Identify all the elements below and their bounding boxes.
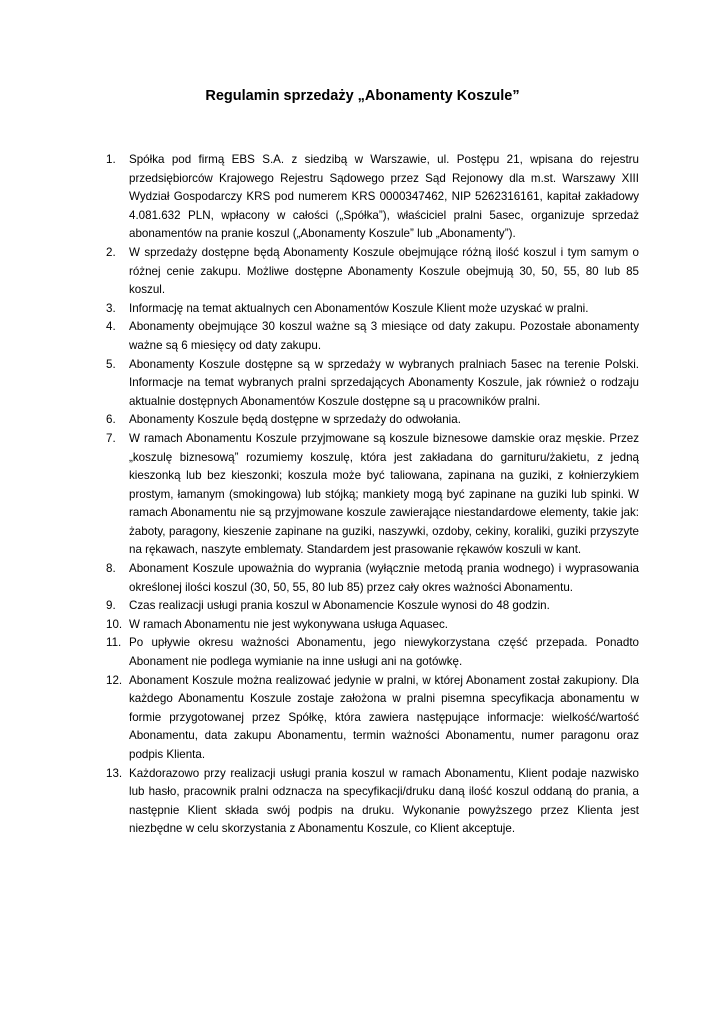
item-text: W ramach Abonamentu nie jest wykonywana usługa Aquasec. [129, 617, 449, 631]
item-text: W ramach Abonamentu Koszule przyjmowane są koszule biznesowe damskie oraz męskie. Przez „koszulę biznesową” rozumiemy koszulę, która jest zakładana do garnituru/żakietu, z jedną kieszonką lub bez kieszonki; koszula może być taliowana, zapinana na guziki, z kołnierzykiem prostym, łamanym (smokingowa) lub stójką; mankiety mogą być zapinane na guziki lub spinki. W ramach Abonamentu nie są przyjmowane koszule zawierające niestandardowe elementy, takie jak: żaboty, paragony, kieszenie zapinane na guziki, naszywki, ozdoby, cekiny, koraliki, guziki przyszyte na rękawach, naszyte emblematy. Standardem jest prasowanie rękawów koszuli w kant. [129, 431, 639, 557]
list-item [106, 430, 639, 560]
item-text: Abonament Koszule można realizować jedynie w pralni, w której Abonament został zakupiony. Dla każdego Abonamentu Koszule zostaje założona w pralni pisemna specyfikacja abonamentu w formie przygotowanej przez Spółkę, która zawiera następujące informacje: wielkość/wartość Abonamentu, data zakupu Abonamentu, termin ważności Abonamentu, numer paragonu oraz podpis Klienta. [129, 673, 639, 761]
item-text: Spółka pod firmą EBS S.A. z siedzibą w Warszawie, ul. Postępu 21, wpisana do rejestru przedsiębiorców Krajowego Rejestru Sądowego przez Sąd Rejonowy dla m.st. Warszawy XIII Wydział Gospodarczy KRS pod numerem KRS 0000347462, NIP 5262316161, kapitał zakładowy 4.081.632 PLN, wpłacony w całości („Spółka”), właściciel pralni 5asec, organizuje sprzedaż abonamentów na pranie koszul („Abonamenty Koszule” lub „Abonamenty”). [129, 153, 639, 241]
list-item [106, 616, 639, 635]
item-text: Każdorazowo przy realizacji usługi prania koszul w ramach Abonamentu, Klient podaje nazwisko lub hasło, pracownik pralni odznacza na specyfikacji/druku daną ilość koszul oddaną do prania, a następnie Klient składa swój podpis na druku. Wykonanie powyższego przez Klienta jest niezbędne w celu skorzystania z Abonamentu Koszule, co Klient akceptuje. [129, 766, 639, 836]
item-number: 12. [106, 673, 123, 687]
item-number: 13. [106, 766, 123, 780]
item-number: 1. [106, 153, 116, 166]
list-item [106, 634, 639, 671]
list-item [106, 560, 639, 597]
list-item [106, 318, 639, 355]
item-text: Abonamenty Koszule będą dostępne w sprzedaży do odwołania. [129, 413, 461, 427]
item-number: 3. [106, 301, 116, 315]
list-item [106, 411, 639, 430]
item-text: Czas realizacji usługi prania koszul w Abonamencie Koszule wynosi do 48 godzin. [129, 599, 550, 613]
item-number: 6. [106, 413, 116, 427]
item-number: 7. [106, 431, 116, 445]
item-text: Po upływie okresu ważności Abonamentu, jego niewykorzystana część przepada. Ponadto Abonament nie podlega wymianie na inne usługi ani na gotówkę. [129, 636, 639, 669]
item-text: W sprzedaży dostępne będą Abonamenty Koszule obejmujące różną ilość koszul i tym samym o różnej cenie zakupu. Możliwe dostępne Abonamenty Koszule obejmują 30, 50, 55, 80 lub 85 koszul. [129, 245, 639, 297]
item-text: Abonamenty obejmujące 30 koszul ważne są 3 miesiące od daty zakupu. Pozostałe abonamenty ważne są 6 miesięcy od daty zakupu. [129, 320, 639, 352]
item-number: 4. [106, 320, 116, 334]
list-item [106, 356, 639, 412]
item-number: 9. [106, 599, 116, 613]
rules-list [106, 151, 639, 839]
page-title: Regulamin sprzedaży „Abonamenty Koszule” [205, 88, 520, 104]
list-item [106, 244, 639, 300]
item-number: 11. [106, 636, 122, 650]
item-number: 8. [106, 562, 116, 576]
list-item [106, 672, 639, 765]
item-text: Informację na temat aktualnych cen Abonamentów Koszule Klient może uzyskać w pralni. [129, 301, 589, 315]
list-item [106, 765, 639, 839]
item-text: Abonamenty Koszule dostępne są w sprzedaży w wybranych pralniach 5asec na terenie Polski. Informacje na temat wybranych pralni sprzedających Abonamenty Koszule, jak również o rodzaju aktualnie dostępnych Abonamentów Koszule dostępne są u pracowników pralni. [129, 357, 639, 408]
list-item [106, 300, 639, 319]
list-item [106, 151, 639, 244]
item-number: 5. [106, 357, 116, 371]
list-item [106, 597, 639, 616]
item-number: 10. [106, 617, 123, 631]
item-number: 2. [106, 245, 116, 259]
item-text: Abonament Koszule upoważnia do wyprania (wyłącznie metodą prania wodnego) i wyprasowania określonej ilości koszul (30, 50, 55, 80 lub 85) przez cały okres ważności Abonamentu. [129, 562, 639, 594]
